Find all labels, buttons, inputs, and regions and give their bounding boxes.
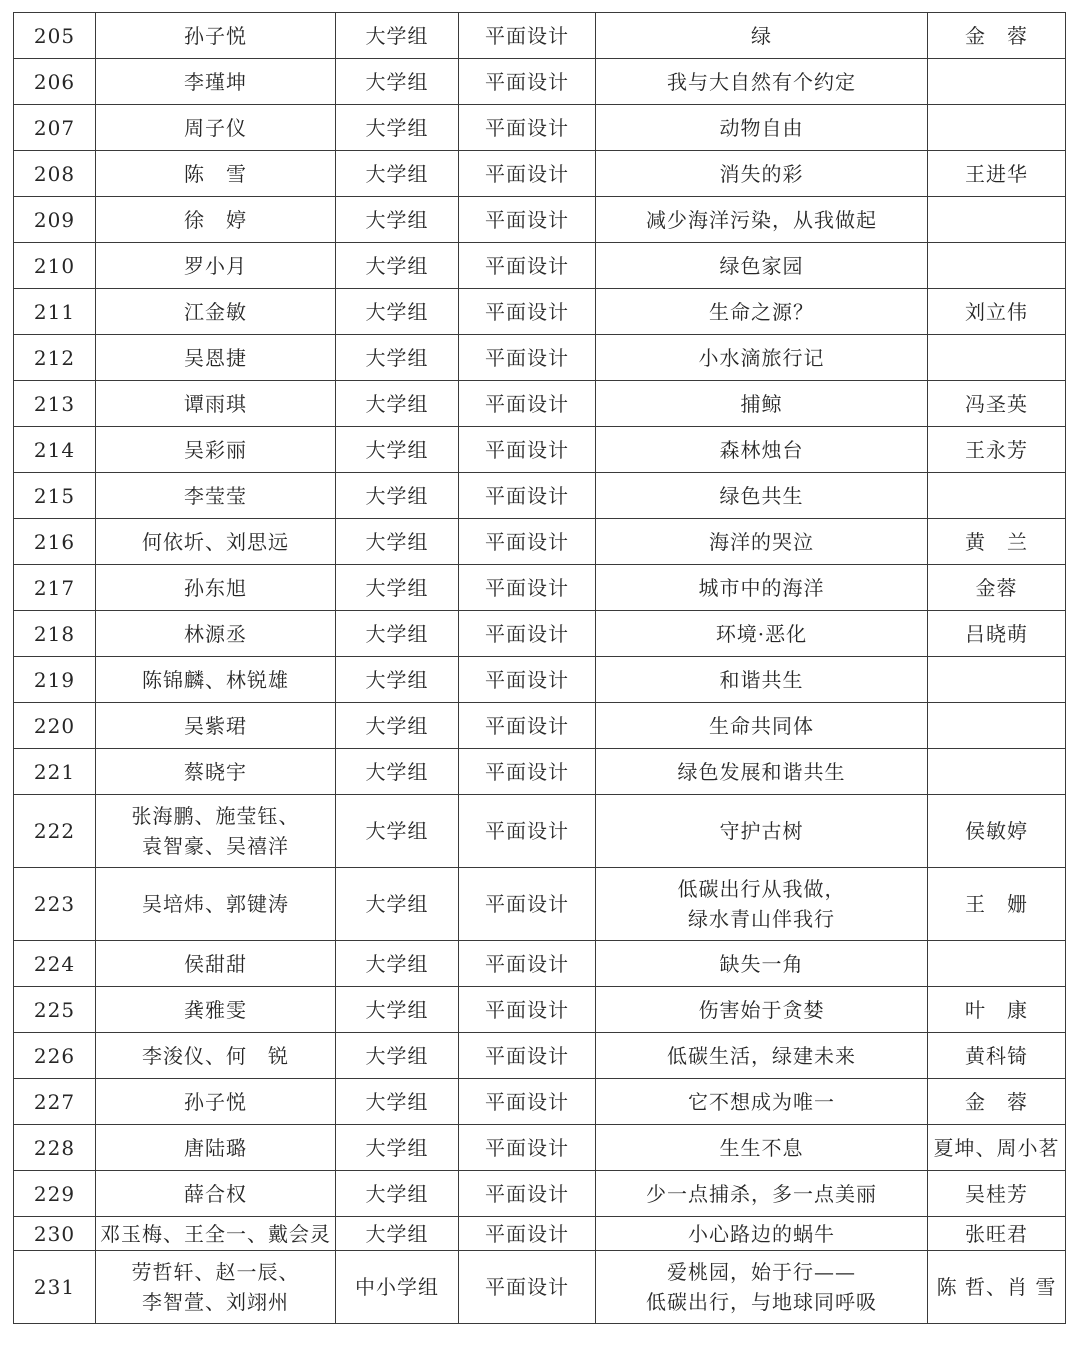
group-cell: 大学组 bbox=[336, 59, 459, 105]
group-cell: 大学组 bbox=[336, 105, 459, 151]
work-title-line: 森林烛台 bbox=[719, 437, 804, 462]
author-cell bbox=[96, 941, 336, 987]
work-title-line: 低碳生活，绿建未来 bbox=[667, 1043, 856, 1068]
author-line: 陈锦麟、林锐雄 bbox=[142, 667, 289, 692]
author-cell bbox=[96, 197, 336, 243]
author-line: 孙东旭 bbox=[184, 575, 247, 600]
entry-number-cell: 214 bbox=[14, 427, 96, 473]
work-title-line: 海洋的哭泣 bbox=[709, 529, 814, 554]
entry-number-cell: 208 bbox=[14, 151, 96, 197]
work-title-cell bbox=[596, 611, 928, 657]
advisor-cell bbox=[928, 197, 1066, 243]
advisor-line: 吕晓萌 bbox=[965, 621, 1028, 646]
author-line: 李智萱、刘翊州 bbox=[142, 1290, 289, 1314]
advisor-cell bbox=[928, 749, 1066, 795]
group-cell: 大学组 bbox=[336, 1171, 459, 1217]
advisor-line: 金 蓉 bbox=[965, 1089, 1028, 1114]
advisor-cell bbox=[928, 1125, 1066, 1171]
author-cell bbox=[96, 1217, 336, 1251]
work-title-line: 伤害始于贪婪 bbox=[698, 997, 825, 1022]
table-row bbox=[14, 151, 1066, 197]
advisor-cell bbox=[928, 13, 1066, 59]
entry-number-cell: 212 bbox=[14, 335, 96, 381]
group-cell: 大学组 bbox=[336, 1079, 459, 1125]
work-title-line: 绿色发展和谐共生 bbox=[677, 759, 846, 784]
work-title-cell bbox=[596, 749, 928, 795]
work-title-line: 生命之源？ bbox=[709, 299, 814, 324]
entry-number-cell: 207 bbox=[14, 105, 96, 151]
group-cell: 大学组 bbox=[336, 381, 459, 427]
author-line: 李浚仪、何 锐 bbox=[142, 1043, 289, 1068]
work-title-cell bbox=[596, 657, 928, 703]
author-cell bbox=[96, 59, 336, 105]
category-cell: 平面设计 bbox=[459, 427, 596, 473]
author-cell bbox=[96, 105, 336, 151]
author-line: 吴紫珺 bbox=[184, 713, 247, 738]
author-cell bbox=[96, 987, 336, 1033]
table-row bbox=[14, 795, 1066, 868]
work-title-line: 城市中的海洋 bbox=[698, 575, 825, 600]
advisor-line: 王 姗 bbox=[965, 892, 1028, 916]
group-cell: 大学组 bbox=[336, 749, 459, 795]
advisor-cell bbox=[928, 565, 1066, 611]
advisor-cell bbox=[928, 868, 1066, 941]
table-row bbox=[14, 657, 1066, 703]
author-line: 邓玉梅、王全一、戴会灵 bbox=[100, 1221, 331, 1246]
entry-number-cell: 210 bbox=[14, 243, 96, 289]
work-title-line: 绿色家园 bbox=[719, 253, 804, 278]
advisor-cell bbox=[928, 519, 1066, 565]
advisor-cell bbox=[928, 151, 1066, 197]
group-cell: 大学组 bbox=[336, 1125, 459, 1171]
author-line: 周子仪 bbox=[184, 115, 247, 140]
advisor-line: 张旺君 bbox=[965, 1221, 1028, 1246]
author-cell bbox=[96, 1125, 336, 1171]
work-title-cell bbox=[596, 1125, 928, 1171]
work-title-cell bbox=[596, 565, 928, 611]
advisor-line: 夏坤、周小茗 bbox=[933, 1135, 1060, 1160]
category-cell: 平面设计 bbox=[459, 197, 596, 243]
entry-number-cell: 228 bbox=[14, 1125, 96, 1171]
author-line: 谭雨琪 bbox=[184, 391, 247, 416]
advisor-line: 刘立伟 bbox=[965, 299, 1028, 324]
work-title-cell bbox=[596, 13, 928, 59]
author-line: 徐 婷 bbox=[184, 207, 247, 232]
author-line: 李瑾坤 bbox=[184, 69, 247, 94]
author-cell bbox=[96, 151, 336, 197]
entry-number-cell: 215 bbox=[14, 473, 96, 519]
work-title-cell bbox=[596, 987, 928, 1033]
author-line: 罗小月 bbox=[184, 253, 247, 278]
author-cell bbox=[96, 703, 336, 749]
advisor-cell bbox=[928, 381, 1066, 427]
author-line: 侯甜甜 bbox=[184, 951, 247, 976]
advisor-cell bbox=[928, 473, 1066, 519]
group-cell: 大学组 bbox=[336, 657, 459, 703]
work-title-line: 低碳出行，与地球同呼吸 bbox=[646, 1290, 877, 1314]
table-row bbox=[14, 1079, 1066, 1125]
entry-number-cell: 226 bbox=[14, 1033, 96, 1079]
work-title-cell bbox=[596, 795, 928, 868]
advisor-cell bbox=[928, 427, 1066, 473]
category-cell: 平面设计 bbox=[459, 703, 596, 749]
author-cell bbox=[96, 243, 336, 289]
table-row bbox=[14, 565, 1066, 611]
advisor-cell bbox=[928, 105, 1066, 151]
work-title-line: 我与大自然有个约定 bbox=[667, 69, 856, 94]
advisor-cell bbox=[928, 335, 1066, 381]
work-title-line: 环境·恶化 bbox=[715, 621, 808, 646]
author-cell bbox=[96, 519, 336, 565]
work-title-line: 生生不息 bbox=[719, 1135, 804, 1160]
entry-number-cell: 227 bbox=[14, 1079, 96, 1125]
category-cell: 平面设计 bbox=[459, 105, 596, 151]
author-cell bbox=[96, 289, 336, 335]
work-title-line: 爱桃园，始于行—— bbox=[667, 1260, 856, 1284]
category-cell: 平面设计 bbox=[459, 519, 596, 565]
work-title-cell bbox=[596, 941, 928, 987]
entry-number-cell: 216 bbox=[14, 519, 96, 565]
entry-number-cell: 213 bbox=[14, 381, 96, 427]
advisor-cell bbox=[928, 987, 1066, 1033]
advisor-line: 冯圣英 bbox=[965, 391, 1028, 416]
advisor-line: 王永芳 bbox=[965, 437, 1028, 462]
entry-number-cell: 229 bbox=[14, 1171, 96, 1217]
advisor-cell bbox=[928, 1033, 1066, 1079]
category-cell: 平面设计 bbox=[459, 1217, 596, 1251]
work-title-line: 绿色共生 bbox=[719, 483, 804, 508]
author-line: 孙子悦 bbox=[184, 1089, 247, 1114]
group-cell: 大学组 bbox=[336, 335, 459, 381]
category-cell: 平面设计 bbox=[459, 473, 596, 519]
table-row bbox=[14, 289, 1066, 335]
work-title-cell bbox=[596, 1079, 928, 1125]
table-row bbox=[14, 1125, 1066, 1171]
author-cell bbox=[96, 1171, 336, 1217]
table-row bbox=[14, 703, 1066, 749]
work-title-line: 低碳出行从我做， bbox=[677, 877, 846, 901]
author-line: 袁智豪、吴禧洋 bbox=[142, 834, 289, 858]
entry-number-cell: 220 bbox=[14, 703, 96, 749]
work-title-cell bbox=[596, 381, 928, 427]
advisor-line: 金蓉 bbox=[975, 575, 1018, 600]
group-cell: 中小学组 bbox=[336, 1251, 459, 1324]
category-cell: 平面设计 bbox=[459, 795, 596, 868]
entry-number-cell: 225 bbox=[14, 987, 96, 1033]
author-line: 龚雅雯 bbox=[184, 997, 247, 1022]
advisor-line: 叶 康 bbox=[965, 997, 1028, 1022]
awards-table bbox=[13, 12, 1066, 1324]
entry-number-cell: 230 bbox=[14, 1217, 96, 1251]
advisor-line: 黄科锜 bbox=[965, 1043, 1028, 1068]
advisor-line: 黄 兰 bbox=[965, 529, 1028, 554]
work-title-cell bbox=[596, 151, 928, 197]
table-row bbox=[14, 1217, 1066, 1251]
advisor-line: 王进华 bbox=[965, 161, 1028, 186]
author-line: 吴恩捷 bbox=[184, 345, 247, 370]
group-cell: 大学组 bbox=[336, 519, 459, 565]
category-cell: 平面设计 bbox=[459, 13, 596, 59]
table-row bbox=[14, 1171, 1066, 1217]
category-cell: 平面设计 bbox=[459, 1079, 596, 1125]
category-cell: 平面设计 bbox=[459, 1033, 596, 1079]
work-title-cell bbox=[596, 243, 928, 289]
work-title-line: 它不想成为唯一 bbox=[688, 1089, 835, 1114]
work-title-line: 小心路边的蜗牛 bbox=[688, 1221, 835, 1246]
author-cell bbox=[96, 335, 336, 381]
table-row bbox=[14, 749, 1066, 795]
entry-number-cell: 206 bbox=[14, 59, 96, 105]
author-cell bbox=[96, 473, 336, 519]
table-row bbox=[14, 868, 1066, 941]
work-title-line: 绿 bbox=[751, 23, 772, 48]
author-line: 蔡晓宇 bbox=[184, 759, 247, 784]
author-cell bbox=[96, 427, 336, 473]
author-line: 李莹莹 bbox=[184, 483, 247, 508]
advisor-line: 陈 哲、肖 雪 bbox=[936, 1275, 1057, 1299]
category-cell: 平面设计 bbox=[459, 749, 596, 795]
category-cell: 平面设计 bbox=[459, 868, 596, 941]
entry-number-cell: 222 bbox=[14, 795, 96, 868]
category-cell: 平面设计 bbox=[459, 1171, 596, 1217]
group-cell: 大学组 bbox=[336, 868, 459, 941]
table-row bbox=[14, 335, 1066, 381]
work-title-cell bbox=[596, 1217, 928, 1251]
work-title-line: 绿水青山伴我行 bbox=[688, 907, 835, 931]
entry-number-cell: 211 bbox=[14, 289, 96, 335]
group-cell: 大学组 bbox=[336, 1217, 459, 1251]
author-cell bbox=[96, 1079, 336, 1125]
entry-number-cell: 223 bbox=[14, 868, 96, 941]
category-cell: 平面设计 bbox=[459, 335, 596, 381]
author-cell bbox=[96, 657, 336, 703]
work-title-cell bbox=[596, 427, 928, 473]
author-line: 薛合权 bbox=[184, 1181, 247, 1206]
table-row bbox=[14, 987, 1066, 1033]
group-cell: 大学组 bbox=[336, 941, 459, 987]
table-row bbox=[14, 197, 1066, 243]
work-title-cell bbox=[596, 473, 928, 519]
advisor-cell bbox=[928, 289, 1066, 335]
group-cell: 大学组 bbox=[336, 611, 459, 657]
group-cell: 大学组 bbox=[336, 795, 459, 868]
advisor-cell bbox=[928, 795, 1066, 868]
category-cell: 平面设计 bbox=[459, 941, 596, 987]
work-title-cell bbox=[596, 868, 928, 941]
advisor-cell bbox=[928, 703, 1066, 749]
category-cell: 平面设计 bbox=[459, 987, 596, 1033]
entry-number-cell: 221 bbox=[14, 749, 96, 795]
work-title-cell bbox=[596, 703, 928, 749]
work-title-line: 减少海洋污染，从我做起 bbox=[646, 207, 877, 232]
work-title-cell bbox=[596, 197, 928, 243]
author-cell bbox=[96, 611, 336, 657]
author-cell bbox=[96, 1251, 336, 1324]
work-title-cell bbox=[596, 519, 928, 565]
category-cell: 平面设计 bbox=[459, 243, 596, 289]
table-row bbox=[14, 1033, 1066, 1079]
author-line: 张海鹏、施莹钰、 bbox=[131, 804, 300, 828]
author-line: 孙子悦 bbox=[184, 23, 247, 48]
advisor-cell bbox=[928, 243, 1066, 289]
table-row bbox=[14, 427, 1066, 473]
author-cell bbox=[96, 1033, 336, 1079]
advisor-cell bbox=[928, 611, 1066, 657]
table-body bbox=[14, 13, 1066, 1324]
author-cell bbox=[96, 13, 336, 59]
category-cell: 平面设计 bbox=[459, 611, 596, 657]
author-cell bbox=[96, 565, 336, 611]
group-cell: 大学组 bbox=[336, 703, 459, 749]
category-cell: 平面设计 bbox=[459, 289, 596, 335]
advisor-cell bbox=[928, 657, 1066, 703]
group-cell: 大学组 bbox=[336, 987, 459, 1033]
work-title-cell bbox=[596, 335, 928, 381]
author-line: 劳哲轩、赵一辰、 bbox=[131, 1260, 300, 1284]
work-title-cell bbox=[596, 105, 928, 151]
work-title-cell bbox=[596, 1251, 928, 1324]
advisor-cell bbox=[928, 1171, 1066, 1217]
author-line: 江金敏 bbox=[184, 299, 247, 324]
author-cell bbox=[96, 749, 336, 795]
author-line: 何依圻、刘思远 bbox=[142, 529, 289, 554]
author-line: 林源丞 bbox=[184, 621, 247, 646]
group-cell: 大学组 bbox=[336, 243, 459, 289]
table-row bbox=[14, 611, 1066, 657]
advisor-cell bbox=[928, 59, 1066, 105]
category-cell: 平面设计 bbox=[459, 151, 596, 197]
category-cell: 平面设计 bbox=[459, 381, 596, 427]
author-line: 唐陆璐 bbox=[184, 1135, 247, 1160]
table-row bbox=[14, 59, 1066, 105]
advisor-cell bbox=[928, 1251, 1066, 1324]
table-row bbox=[14, 473, 1066, 519]
advisor-line: 金 蓉 bbox=[965, 23, 1028, 48]
category-cell: 平面设计 bbox=[459, 657, 596, 703]
group-cell: 大学组 bbox=[336, 13, 459, 59]
entry-number-cell: 217 bbox=[14, 565, 96, 611]
author-cell bbox=[96, 381, 336, 427]
table-row bbox=[14, 13, 1066, 59]
work-title-line: 小水滴旅行记 bbox=[698, 345, 825, 370]
work-title-line: 生命共同体 bbox=[709, 713, 814, 738]
advisor-cell bbox=[928, 941, 1066, 987]
advisor-cell bbox=[928, 1217, 1066, 1251]
author-cell bbox=[96, 795, 336, 868]
entry-number-cell: 231 bbox=[14, 1251, 96, 1324]
author-line: 吴培炜、郭键涛 bbox=[142, 892, 289, 916]
group-cell: 大学组 bbox=[336, 565, 459, 611]
group-cell: 大学组 bbox=[336, 289, 459, 335]
work-title-cell bbox=[596, 289, 928, 335]
work-title-cell bbox=[596, 59, 928, 105]
work-title-line: 缺失一角 bbox=[719, 951, 804, 976]
entry-number-cell: 218 bbox=[14, 611, 96, 657]
entry-number-cell: 224 bbox=[14, 941, 96, 987]
entry-number-cell: 205 bbox=[14, 13, 96, 59]
table-row bbox=[14, 941, 1066, 987]
group-cell: 大学组 bbox=[336, 197, 459, 243]
category-cell: 平面设计 bbox=[459, 1125, 596, 1171]
author-cell bbox=[96, 868, 336, 941]
advisor-line: 侯敏婷 bbox=[965, 819, 1028, 843]
group-cell: 大学组 bbox=[336, 473, 459, 519]
work-title-line: 消失的彩 bbox=[719, 161, 804, 186]
author-line: 吴彩丽 bbox=[184, 437, 247, 462]
category-cell: 平面设计 bbox=[459, 1251, 596, 1324]
category-cell: 平面设计 bbox=[459, 59, 596, 105]
work-title-line: 少一点捕杀，多一点美丽 bbox=[646, 1181, 877, 1206]
table-row bbox=[14, 243, 1066, 289]
category-cell: 平面设计 bbox=[459, 565, 596, 611]
table-row bbox=[14, 519, 1066, 565]
group-cell: 大学组 bbox=[336, 1033, 459, 1079]
work-title-cell bbox=[596, 1033, 928, 1079]
author-line: 陈 雪 bbox=[184, 161, 247, 186]
table-row bbox=[14, 1251, 1066, 1324]
entry-number-cell: 209 bbox=[14, 197, 96, 243]
table-row bbox=[14, 105, 1066, 151]
entry-number-cell: 219 bbox=[14, 657, 96, 703]
table-row bbox=[14, 381, 1066, 427]
work-title-cell bbox=[596, 1171, 928, 1217]
group-cell: 大学组 bbox=[336, 151, 459, 197]
work-title-line: 捕鲸 bbox=[740, 391, 783, 416]
group-cell: 大学组 bbox=[336, 427, 459, 473]
advisor-line: 吴桂芳 bbox=[965, 1181, 1028, 1206]
work-title-line: 和谐共生 bbox=[719, 667, 804, 692]
work-title-line: 动物自由 bbox=[719, 115, 804, 140]
work-title-line: 守护古树 bbox=[719, 819, 804, 843]
advisor-cell bbox=[928, 1079, 1066, 1125]
